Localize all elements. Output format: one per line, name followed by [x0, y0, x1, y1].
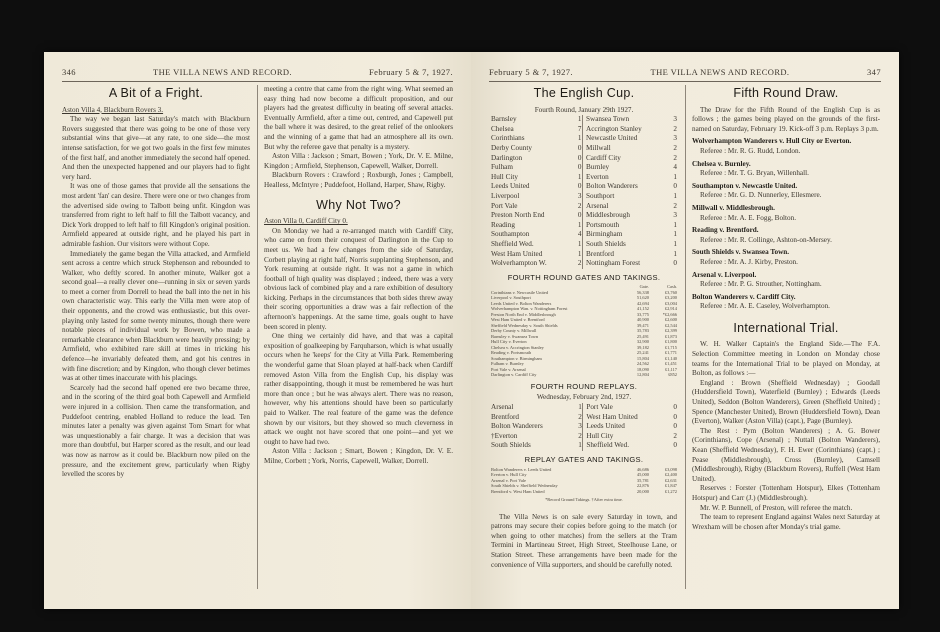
replay-row — [491, 422, 677, 432]
away-score: 1 — [673, 172, 677, 181]
fourth-round-results — [491, 115, 677, 269]
gate-count: 15,804 — [636, 355, 649, 361]
home-team: Bolton Wanderers — [491, 422, 543, 431]
away-team: Bolton Wanderers — [586, 182, 638, 191]
home-score: 2 — [578, 412, 582, 421]
away-team: Cardiff City — [586, 153, 621, 162]
away-score: 3 — [673, 211, 677, 220]
home-team: West Ham United — [491, 249, 543, 258]
result-row — [491, 211, 677, 221]
cash-taken: £2,631 — [664, 477, 677, 483]
cash-taken: £2,544 — [664, 322, 677, 328]
fixture: Fulham v. Burnley — [491, 361, 524, 367]
away-score: 0 — [673, 259, 677, 268]
cash-taken: £3,004 — [664, 300, 677, 306]
gate-count: 25,491 — [636, 333, 649, 339]
home-team: Corinthians — [491, 134, 525, 143]
cash-taken: £1,272 — [664, 488, 677, 494]
away-team: Newcastle United — [586, 134, 638, 143]
home-score: 1 — [577, 220, 582, 229]
home-score: 3 — [578, 422, 582, 431]
away-score: 1 — [673, 239, 677, 248]
draw-tie — [692, 160, 880, 179]
right-running-date: February 5 & 7, 1927. — [489, 67, 573, 77]
trial-paragraph-1: W. H. Walker Captain's the England Side.—The F.A. Selection Committee meeting in London on Monday chose teams for the International Trial to be played on Monday, at Bolton, as follows :— — [692, 340, 880, 378]
tie-fixture: Bolton Wanderers v. Cardiff City. — [692, 292, 796, 301]
result-row — [491, 134, 677, 144]
right-header-rule — [489, 81, 881, 82]
home-team: South Shields — [491, 441, 531, 450]
home-team: Darlington — [491, 153, 523, 162]
cash-taken: £3,200 — [664, 295, 677, 301]
home-team: Liverpool — [491, 191, 520, 200]
right-page — [471, 52, 899, 609]
fixture: Leeds United v. Bolton Wanderers — [491, 300, 552, 306]
away-team: Millwall — [586, 143, 611, 152]
home-score: 1 — [577, 172, 582, 181]
replay-row — [491, 413, 677, 423]
draw-tie — [692, 293, 880, 312]
why-paragraph-3: Aston Villa : Jackson ; Smart, Bowen ; Kingdon, Dr. V. E. Milne, Corbett ; York, Norris, Capewell, Walker, Dorrell. — [264, 447, 453, 465]
tie-referee: Referee : Mr. R. G. Rudd, London. — [700, 146, 801, 155]
away-team: Everton — [586, 172, 609, 181]
home-score: 0 — [577, 211, 582, 220]
away-team: Portsmouth — [586, 220, 620, 229]
draw-tie — [692, 248, 880, 267]
fourth-round-gates — [491, 284, 677, 378]
gate-count: 35,781 — [636, 477, 649, 483]
home-team: Brentford — [491, 412, 519, 421]
result-row — [491, 115, 677, 125]
fright-paragraph-1: The way we began last Saturday's match with Blackburn Rovers suggested that there was going to be one of those very substantial wins that give—at any rate, to one side—the most intense satisfaction, for we got two goals in the first few minutes of the first half, and another immediately the second half opened. And then the unexpected happened and our players had to fight very hard. — [62, 115, 250, 181]
tie-referee: Referee : Mr. A. E. Caseley, Wolverhampton. — [700, 302, 830, 311]
left-column-2 — [264, 85, 453, 590]
fixture: Barnsley v. Swansea Town — [491, 333, 539, 339]
home-score: 2 — [577, 259, 582, 268]
home-score: 0 — [577, 182, 582, 191]
replays-title: FOURTH ROUND REPLAYS. — [530, 381, 638, 391]
fright-paragraph-4: Scarcely had the second half opened ere two became three, and in the scoring of the third goal both Capewell and Armfield were injured in a collision. Then came the transformation, and Puddefoot centring, enabled Holland to reduce the lead. Ten minutes later a penalty was given against Tom Smart for what was unquestionably a fair charge. It was a decision that was more than doubtful, but Harper scored as the result, and our lead was now as narrow as it could be. Blackburn now piled on the pressure, and the excitement grew, particularly when Rigby levelled the scores by — [62, 383, 250, 479]
replay-row — [491, 441, 677, 451]
cash-taken: £1,715 — [664, 344, 677, 350]
gate-count: 39,471 — [636, 322, 649, 328]
away-team: Brentford — [586, 249, 614, 258]
gate-count: 45,000 — [636, 472, 649, 478]
fixture: Sheffield Wednesday v. South Shields — [491, 322, 558, 328]
home-team: Southampton — [491, 230, 530, 239]
why-title: Why Not Two? — [316, 197, 401, 212]
gates-title: FOURTH ROUND GATES AND TAKINGS. — [507, 272, 661, 282]
away-score: 2 — [673, 431, 677, 440]
fright-subhead: Aston Villa 4, Blackburn Rovers 3. — [62, 105, 164, 114]
left-page — [44, 52, 471, 609]
away-score: 1 — [673, 249, 677, 258]
tie-referee: Referee : Mr. R. Collinge, Ashton-on-Mersey. — [700, 235, 832, 244]
gate-count: 56,338 — [636, 289, 649, 295]
away-team: Nottingham Forest — [586, 259, 641, 268]
away-score: 0 — [673, 412, 677, 421]
home-score: 0 — [577, 163, 582, 172]
fright-paragraph-3: Immediately the game began the Villa attacked, and Armfield sent across a centre which struck Stephenson and rebounded to Walker, who deftly scored. In another minute, Walker got a second goal—a really clever one—running in six or seven yards to meet a corner from Dorrell to head the ball into the net in his own characteristic way. This early the Villa men were atop of their opponents, and the crowd was enthusiastic, but this over-playing only lasted for some twenty minutes, though there were notable pieces of individual work by Bowen, who made a remarkable clearance when Blackburn were heavily pressing; by Armfield, who exhibited rare skill at times in tricking his defence—he invariably defeated them, and got his centres in with fine discretion; and by Kingdon, who though clever betimes was at other times inaccurate with his placings. — [62, 249, 250, 383]
trial-paragraph-5: Mr. W. P. Bunnell, of Preston, will referee the match. — [700, 503, 853, 512]
left-running-title: THE VILLA NEWS AND RECORD. — [153, 67, 292, 77]
fifth-round-ties — [692, 137, 880, 312]
gate-count: 24,562 — [636, 361, 649, 367]
away-team: Burnley — [586, 163, 610, 172]
home-score: 0 — [577, 153, 582, 162]
sale-notice: The Villa News is on sale every Saturday in town, and patrons may secure their copies before going to the match (or when going to other matches) from the sellers at the Tram Termini in Martineau Street, High Street, Steelhouse Lane, or Station Street. These arrangements have been made for the convenience of Villa supporters, and should be carefully noted. — [491, 512, 677, 569]
gate-count: 22,876 — [636, 483, 649, 489]
fixture: Southampton v. Birmingham — [491, 355, 542, 361]
replay-gates — [491, 467, 677, 495]
result-row — [491, 250, 677, 260]
cash-taken: £3,098 — [664, 466, 677, 472]
away-score: 1 — [673, 191, 677, 200]
left-running-date: February 5 & 7, 1927. — [369, 67, 453, 77]
gate-count: 46,686 — [636, 466, 649, 472]
left-column-1 — [62, 85, 250, 590]
fixture: South Shields v. Sheffield Wednesday — [491, 483, 558, 489]
blackburn-lineup: Blackburn Rovers : Crawford ; Roxburgh, Jones ; Campbell, Healless, McIntyre ; Puddefoot, Holland, Harper, Shaw, Rigby. — [264, 171, 453, 189]
cash-taken: £2,399 — [664, 328, 677, 334]
cash-taken: £3,760 — [664, 289, 677, 295]
home-score: 1 — [577, 134, 582, 143]
away-team: South Shields — [586, 239, 626, 248]
replay-gate-row — [491, 489, 677, 495]
away-team: Port Vale — [586, 402, 613, 411]
result-row — [491, 202, 677, 212]
fixture: Reading v. Portsmouth — [491, 350, 532, 356]
tie-referee: Referee : Mr. A. E. Fogg, Bolton. — [700, 213, 797, 222]
tie-referee: Referee : Mr. A. J. Kirby, Preston. — [700, 257, 798, 266]
fixture: Wolverhampton Wan. v. Nottingham Forest — [491, 306, 568, 312]
home-team: Derby County — [491, 143, 532, 152]
away-team: Hull City — [586, 431, 614, 440]
result-row — [491, 230, 677, 240]
home-team: Wolverhampton W. — [491, 259, 547, 268]
home-score: 3 — [577, 191, 582, 200]
fixture: Chelsea v. Accrington Stanley — [491, 344, 544, 350]
cash-taken: £1,140 — [664, 355, 677, 361]
cup-title: The English Cup. — [533, 86, 635, 100]
home-score: 1 — [578, 441, 582, 450]
home-score: 7 — [577, 124, 582, 133]
cash-taken: £2,400 — [664, 472, 677, 478]
right-column-2 — [692, 85, 880, 590]
home-score: 1 — [578, 402, 582, 411]
gate-count: 33,775 — [636, 311, 649, 317]
tie-fixture: South Shields v. Swansea Town. — [692, 248, 790, 257]
away-score: 3 — [673, 134, 677, 143]
fixture: Corinthians v. Newcastle United — [491, 289, 549, 295]
fixture: Derby County v. Millwall — [491, 328, 537, 334]
result-row — [491, 154, 677, 164]
fixture: Preston North End v. Middlesbrough — [491, 311, 556, 317]
home-team: Reading — [491, 220, 515, 229]
away-team: Middlesbrough — [586, 211, 630, 220]
tie-fixture: Arsenal v. Liverpool. — [692, 270, 757, 279]
gate-count: 42,694 — [636, 300, 649, 306]
away-team: Swansea Town — [586, 115, 630, 124]
away-score: 0 — [673, 422, 677, 431]
away-score: 0 — [673, 402, 677, 411]
fixture: Bolton Wanderers v. Leeds United — [491, 466, 552, 472]
gate-count: 51,620 — [636, 295, 649, 301]
gate-count: 32,900 — [636, 339, 649, 345]
away-team: West Ham United — [586, 412, 638, 421]
away-score: 3 — [673, 115, 677, 124]
trial-paragraph-2: England : Brown (Sheffield Wednesday) ; Goodall (Huddersfield Town), Waterfield (Burnley) ; Edwards (Leeds United), Seddon (Bolton Wanderers), Green (Sheffield United) ; Spence (Manchester United), Brown (Huddersfield Town), Dean (Everton), Walker (Aston Villa) (capt.), Page (Burnley). — [692, 378, 880, 426]
away-score: 4 — [673, 163, 677, 172]
magazine-spread — [44, 52, 899, 609]
gate-count: 40,900 — [636, 317, 649, 323]
cup-round-line: Fourth Round, January 29th 1927. — [534, 105, 634, 114]
result-row — [491, 259, 677, 269]
result-row — [491, 192, 677, 202]
cash-taken: £1,873 — [664, 333, 677, 339]
right-running-header — [489, 67, 881, 79]
home-team: Hull City — [491, 172, 518, 181]
replay-note: *Record Ground Takings. †After extra time. — [545, 497, 623, 503]
away-score: 2 — [673, 153, 677, 162]
draw-tie — [692, 226, 880, 245]
left-column-divider — [257, 85, 258, 589]
why-subhead: Aston Villa 0, Cardiff City 0. — [264, 217, 348, 226]
result-row — [491, 221, 677, 231]
tie-fixture: Millwall v. Middlesbrough. — [692, 203, 775, 212]
draw-tie — [692, 271, 880, 290]
tie-fixture: Chelsea v. Burnley. — [692, 159, 751, 168]
result-row — [491, 163, 677, 173]
cash-taken: £2,914 — [664, 306, 677, 312]
replay-row — [491, 403, 677, 413]
result-row — [491, 144, 677, 154]
right-column-divider — [685, 85, 686, 589]
fright-title: A Bit of a Fright. — [108, 86, 204, 100]
tie-referee: Referee : Mr. G. D. Nunnerley, Ellesmere. — [700, 191, 822, 200]
away-score: 0 — [673, 441, 677, 450]
home-score: 2 — [577, 201, 582, 210]
away-score: 2 — [673, 143, 677, 152]
fixture: Arsenal v. Port Vale — [491, 477, 526, 483]
result-row — [491, 173, 677, 183]
result-row — [491, 125, 677, 135]
home-score: 1 — [577, 249, 582, 258]
fixture: West Ham United v. Brentford — [491, 317, 545, 323]
home-team: Sheffield Wed. — [491, 239, 534, 248]
gate-count: 25,241 — [636, 350, 649, 356]
away-team: Arsenal — [586, 201, 609, 210]
home-team: Preston North End — [491, 211, 545, 220]
draw-title: Fifth Round Draw. — [733, 86, 839, 100]
gates-head-cash: Cash. — [667, 284, 677, 290]
left-page-number: 346 — [62, 67, 76, 77]
trial-paragraph-3: The Rest : Pym (Bolton Wanderers) ; A. G. Bower (Corinthians), Cope (Arsenal) ; Nuttall (Bolton Wanderers), Kean (Sheffield Wednesday), F. H. Ewer (Corinthians) (capt.) ; Pease (Middlesbrough), Cross (Burnley), Camsell (Middlesbrough), Rigby (Blackburn Rovers), Ruffell (West Ham United). — [692, 426, 880, 483]
trial-title: International Trial. — [733, 320, 839, 335]
tie-fixture: Reading v. Brentford. — [692, 226, 759, 235]
why-paragraph-2: One thing we certainly did have, and that was a capital exposition of goalkeeping by Farquharson, which is what usually occurs when he 'keeps' for the City at Villa Park. Remembering the wonderful game that Sloan played at half-back when Cardiff removed Aston Villa from the English Cup, his display was rather disappointing, though it must be remembered he was hurt more than once ; but he was always alert. There was no reason, however, why his attentions should have been so particularly paid to Walker. The real feature of the game was the defence shown by our visitors, but they showed so much cleverness in attack we ought not have scored that one point—and yet we ought to have had two. — [264, 332, 453, 446]
draw-intro: The Draw for the Fifth Round of the English Cup is as follows ; the games being played on the grounds of the first-named on Saturday, February 19. Kick-off 3 p.m. Replays 3 p.m. — [692, 105, 880, 133]
home-team: †Everton — [491, 431, 518, 440]
away-score: 2 — [673, 201, 677, 210]
fixture: Hull City v. Everton — [491, 339, 527, 345]
cash-taken: £852 — [668, 372, 677, 378]
home-score: 4 — [577, 230, 582, 239]
why-paragraph-1: On Monday we had a re-arranged match with Cardiff City, who came on from their conquest of Darlington in the Cup to meet us. We had a few changes from the side of Saturday, Corbett playing at right half, Norris supplanting Stephenson, and York resuming at outside right. It was not a game in which football of high quality was displayed ; indeed, there was a very obvious lack of combined play and a rare exhibition of desultory kicking. Perhaps in the circumstances that both sides threw away their scoring opportunities a draw was a fair reflection of the afternoon's happenings. At the same time, goals ought to have been scored in plenty. — [264, 226, 453, 331]
draw-tie — [692, 137, 880, 156]
trial-paragraph-6: The team to represent England against Wales next Saturday at Wrexham will be chosen after Monday's trial game. — [692, 513, 880, 531]
gates-head-gate: Gate. — [639, 284, 649, 290]
home-score: 0 — [577, 143, 582, 152]
gate-count: 18,090 — [636, 366, 649, 372]
away-score: 2 — [673, 124, 677, 133]
fixture: Brentford v. West Ham United — [491, 488, 545, 494]
replay-row — [491, 432, 677, 442]
away-team: Leeds United — [586, 422, 625, 431]
right-page-number: 347 — [867, 67, 881, 77]
home-score: 1 — [577, 115, 582, 124]
result-row — [491, 240, 677, 250]
away-team: Birmingham — [586, 230, 623, 239]
home-team: Barnsley — [491, 115, 517, 124]
gate-count: 20,000 — [636, 488, 649, 494]
replay-gates-title: REPLAY GATES AND TAKINGS. — [524, 454, 644, 464]
cash-taken: £1,451 — [664, 361, 677, 367]
cash-taken: £1,847 — [664, 483, 677, 489]
away-team: Sheffield Wed. — [586, 441, 630, 450]
home-score: 1 — [577, 239, 582, 248]
fixture: Darlington v. Cardiff City — [491, 372, 537, 378]
away-score: 0 — [673, 182, 677, 191]
away-score: 1 — [673, 230, 677, 239]
cash-taken: £1,800 — [664, 339, 677, 345]
right-running-title: THE VILLA NEWS AND RECORD. — [650, 67, 790, 77]
cash-taken: £1,771 — [664, 350, 677, 356]
home-team: Port Vale — [491, 201, 518, 210]
replay-results — [491, 403, 677, 451]
trial-paragraph-4: Reserves : Forster (Tottenham Hotspur), Elkes (Tottenham Hotspur) and Carr (J.) (Middlesbrough). — [692, 484, 880, 502]
villa-lineup: Aston Villa : Jackson ; Smart, Bowen ; York, Dr. V. E. Milne, Kingdon ; Armfield, Stephenson, Capewell, Walker, Dorrell. — [264, 152, 453, 170]
left-running-header — [62, 67, 453, 79]
gate-count: 12,804 — [636, 372, 649, 378]
home-team: Leeds United — [491, 182, 530, 191]
tie-referee: Referee : Mr. P. G. Strouther, Nottingham. — [700, 280, 822, 289]
tie-fixture: Southampton v. Newcastle United. — [692, 181, 798, 190]
fixture: Port Vale v. Arsenal — [491, 366, 526, 372]
gate-count: 41,152 — [636, 306, 649, 312]
fixture: Everton v. Hull City — [491, 472, 527, 478]
home-team: Fulham — [491, 163, 513, 172]
tie-referee: Referee : Mr. T. G. Bryan, Willenhall. — [700, 169, 809, 178]
home-team: Chelsea — [491, 124, 514, 133]
tie-fixture: Wolverhampton Wanderers v. Hull City or Everton. — [692, 137, 852, 146]
cash-taken: *£2,666 — [662, 311, 677, 317]
left-header-rule — [62, 81, 453, 82]
fixture: Liverpool v. Southport — [491, 295, 531, 301]
cash-taken: £2,600 — [664, 317, 677, 323]
replays-date: Wednesday, February 2nd, 1927. — [536, 393, 632, 402]
draw-tie — [692, 182, 880, 201]
away-score: 1 — [673, 220, 677, 229]
gate-count: 35,783 — [636, 328, 649, 334]
away-team: Accrington Stanley — [586, 124, 642, 133]
right-column-1 — [491, 85, 677, 590]
fright-continuation: meeting a centre that came from the right wing. What seemed an easy thing had now become a difficult proposition, and our players had the greatest difficulty in beating off several attacks. Eventually Armfield, after a time out, centred, and Capewell put the ball where it was desired, to the great relief of the onlookers and the winning of a game that had an atmosphere all its own. But why the referee gave that penalty is a mystery. — [264, 85, 453, 151]
result-row — [491, 182, 677, 192]
away-team: Southport — [586, 191, 615, 200]
gate-row — [491, 372, 677, 378]
home-team: Arsenal — [491, 402, 514, 411]
draw-tie — [692, 204, 880, 223]
gate-count: 39,182 — [636, 344, 649, 350]
fright-paragraph-2: It was one of those games that provide all the sensations the most ardent 'fan' can desire. There were one or two changes from the advertised side owing to Talbott being unfit. Kingdon was transferred from right to left half to fill the Talbott vacancy, and Dick York dropped to left half to fill Kingdon's original position. Armfield appeared at outside right, and he played his part in admirable fashion. Our visitors were without Cope. — [62, 182, 250, 248]
cash-taken: £1,117 — [665, 366, 677, 372]
home-score: 2 — [578, 431, 582, 440]
